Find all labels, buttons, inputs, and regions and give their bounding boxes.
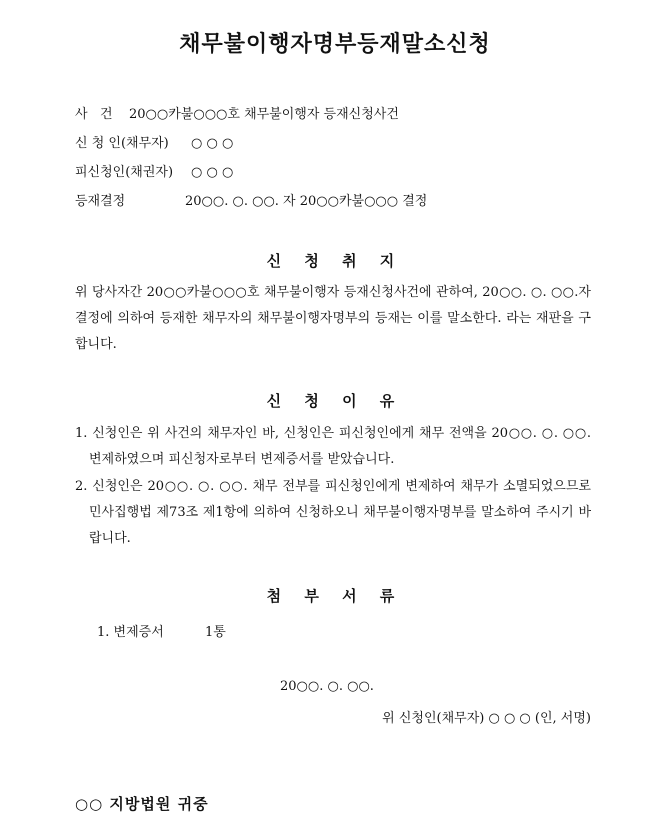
case-field — [75, 103, 399, 122]
applicant-value: ○ ○ ○ — [191, 136, 234, 151]
document-date: 20○○. ○. ○○. — [280, 679, 374, 694]
reason-item-2: 2. 신청인은 20○○. ○. ○○. 채무 전부를 피신청인에게 변제하여 채무가 소멸되었으므로 민사집행법 제73조 제1항에 의하여 신청하오니 채무불이행자명부를 말소하여 주시기 바랍니다. — [75, 479, 591, 546]
purpose-heading: 신 청 취 지 — [266, 252, 404, 270]
registration-decision-value: 20○○. ○. ○○. 자 20○○카불○○○ 결정 — [185, 194, 428, 209]
attachment-name: 1. 변제증서 — [97, 625, 164, 640]
purpose-text: 위 당사자간 20○○카불○○○호 채무불이행자 등재신청사건에 관하여, 20○○. ○. ○○.자 결정에 의하여 등재한 채무자의 채무불이행자명부의 등재는 이를 말소한다. 라는 재판을 구합니다. — [75, 285, 591, 352]
attachment-count: 1통 — [205, 625, 226, 640]
document-title: 채무불이행자명부등재말소신청 — [179, 31, 491, 57]
applicant-label: 신 청 인(채무자) — [75, 136, 169, 151]
court-addressee: ○○ 지방법원 귀중 — [75, 795, 209, 813]
attachment-item — [97, 621, 226, 640]
respondent-field — [75, 161, 233, 180]
reason-item-1: 1. 신청인은 위 사건의 채무자인 바, 신청인은 피신청인에게 채무 전액을 20○○. ○. ○○. 변제하였으며 피신청자로부터 변제증서를 받았습니다. — [75, 426, 591, 467]
case-value: 20○○카불○○○호 채무불이행자 등재신청사건 — [129, 107, 399, 122]
case-label: 사 건 — [75, 107, 113, 122]
signature-line: 위 신청인(채무자) ○ ○ ○ (인, 서명) — [382, 711, 591, 726]
respondent-value: ○ ○ ○ — [191, 165, 234, 180]
registration-decision-field — [75, 190, 427, 209]
respondent-label: 피신청인(채권자) — [75, 165, 174, 180]
reasons-heading: 신 청 이 유 — [266, 392, 404, 410]
attachments-heading: 첨 부 서 류 — [266, 587, 404, 605]
registration-decision-label: 등재결정 — [75, 194, 126, 209]
applicant-field — [75, 132, 233, 151]
